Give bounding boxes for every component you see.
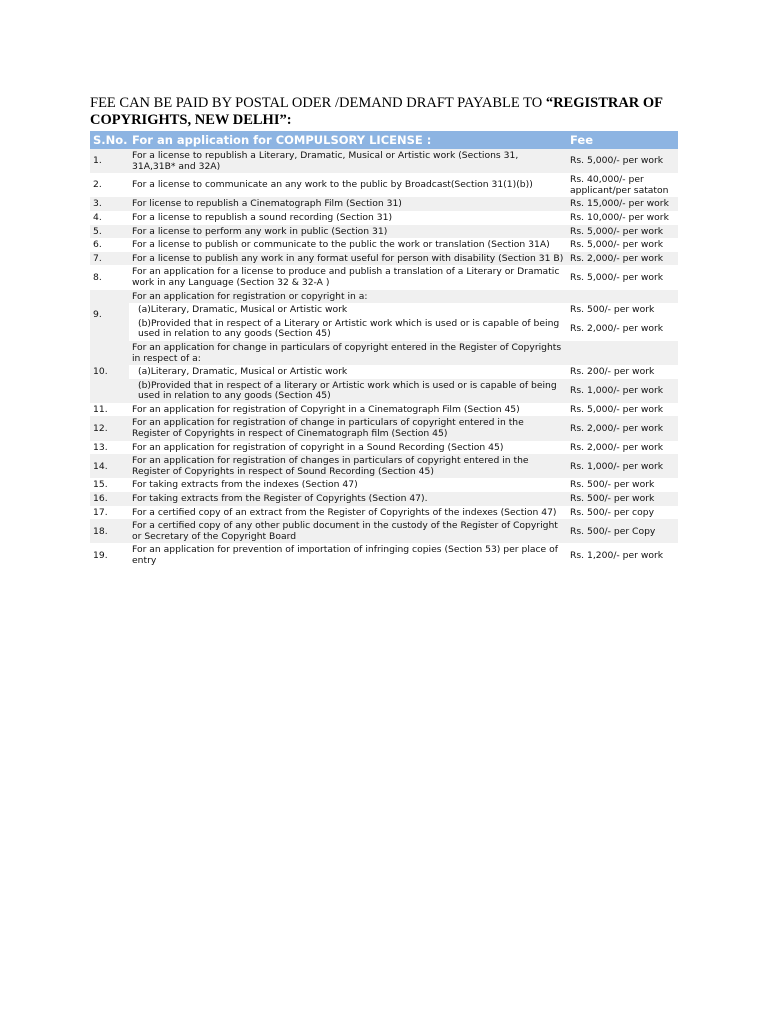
table-row xyxy=(90,290,678,304)
table-row xyxy=(90,265,678,289)
row-description: For a certified copy of any other public document in the custody of the Register of Copyright or Secretary of the Copyright Board xyxy=(129,519,567,543)
row-description: For a license to perform any work in public (Section 31) xyxy=(129,225,567,239)
row-number: 19. xyxy=(93,549,108,561)
heading-colon: : xyxy=(286,112,292,128)
table-row xyxy=(90,211,678,225)
fee-table xyxy=(90,131,678,568)
row-description: For an application for a license to produce and publish a translation of a Literary or Dramatic work in any Language (Section 32 & 32-A ) xyxy=(132,266,560,288)
row-number: 16. xyxy=(90,492,129,506)
row-number: 2. xyxy=(93,179,102,191)
row-number: 3. xyxy=(90,197,129,211)
row-description: For a license to publish any work in any format useful for person with disability (Section 31 B) xyxy=(129,252,567,266)
row-fee: Rs. 2,000/- per work xyxy=(567,416,678,440)
table-row xyxy=(90,403,678,417)
row-description: For an application for change in particulars of copyright entered in the Register of Copyrights in respect of a: xyxy=(129,341,567,365)
row-number: 18. xyxy=(90,519,129,543)
table-row xyxy=(90,416,678,440)
table-row xyxy=(90,252,678,266)
row-fee: Rs. 500/- per work xyxy=(570,479,655,491)
row-description: For a license to communicate an any work to the public by Broadcast(Section 31(1)(b)) xyxy=(132,179,533,191)
row-fee xyxy=(567,290,678,304)
row-description: For an application for registration of Copyright in a Cinematograph Film (Section 45) xyxy=(132,403,520,415)
row-fee: Rs. 10,000/- per work xyxy=(570,211,669,223)
header-fee: Fee xyxy=(567,131,678,149)
table-subrow xyxy=(90,317,678,341)
row-description: For taking extracts from the Register of Copyrights (Section 47). xyxy=(129,492,567,506)
row-fee: Rs. 15,000/- per work xyxy=(567,197,678,211)
row-fee: Rs. 40,000/- per applicant/per sataton xyxy=(570,174,669,196)
row-description: For a certified copy of an extract from the Register of Copyrights of the indexes (Section 47) xyxy=(132,506,557,518)
row-description: For a license to republish a Literary, Dramatic, Musical or Artistic work (Sections 31, 31A,31B* and 32A) xyxy=(129,149,567,173)
header-sno: S.No. xyxy=(90,131,129,149)
header-application: For an application for COMPULSORY LICENSE : xyxy=(129,131,567,149)
table-row xyxy=(90,519,678,543)
row-description: For an application for registration or copyright in a: xyxy=(129,290,567,304)
row-number: 15. xyxy=(93,479,108,491)
table-row xyxy=(90,197,678,211)
heading-text: FEE CAN BE PAID BY POSTAL ODER /DEMAND DRAFT PAYABLE TO xyxy=(90,95,546,111)
row-number: 12. xyxy=(90,416,129,440)
table-subrow xyxy=(90,365,678,379)
table-row xyxy=(90,225,678,239)
row-number: 7. xyxy=(90,252,129,266)
row-fee: Rs. 500/- per work xyxy=(570,304,655,316)
table-row xyxy=(90,149,678,173)
table-row xyxy=(90,478,678,492)
row-number: 10. xyxy=(90,341,129,403)
row-description: For an application for prevention of importation of infringing copies (Section 53) per place of entry xyxy=(132,544,558,566)
row-fee xyxy=(567,341,678,365)
row-description: (a)Literary, Dramatic, Musical or Artistic work xyxy=(138,304,348,316)
row-number: 5. xyxy=(90,225,129,239)
table-row xyxy=(90,341,678,365)
row-fee: Rs. 200/- per work xyxy=(570,366,655,378)
table-row xyxy=(90,441,678,455)
document-page xyxy=(90,95,678,568)
table-row xyxy=(90,543,678,567)
row-fee: Rs. 1,000/- per work xyxy=(567,454,678,478)
row-fee: Rs. 1,200/- per work xyxy=(570,549,664,561)
row-description: For a license to republish a sound recording (Section 31) xyxy=(132,211,393,223)
table-subrow xyxy=(90,303,678,317)
row-description: For a license to publish or communicate to the public the work or translation (Section 31A) xyxy=(132,239,550,251)
row-fee: Rs. 500/- per work xyxy=(567,492,678,506)
row-number: 13. xyxy=(93,441,108,453)
row-number: 8. xyxy=(93,271,102,283)
row-description: For an application for registration of copyright in a Sound Recording (Section 45) xyxy=(132,441,504,453)
row-fee: Rs. 5,000/- per work xyxy=(567,149,678,173)
row-number: 6. xyxy=(93,239,102,251)
table-row xyxy=(90,173,678,197)
row-fee: Rs. 2,000/- per work xyxy=(570,323,664,335)
row-description: (a)Literary, Dramatic, Musical or Artistic work xyxy=(138,366,348,378)
table-subrow xyxy=(90,379,678,403)
row-fee: Rs. 2,000/- per work xyxy=(567,252,678,266)
row-number: 11. xyxy=(93,403,108,415)
table-row xyxy=(90,454,678,478)
table-row xyxy=(90,238,678,252)
fee-payment-heading xyxy=(90,95,678,129)
row-number: 14. xyxy=(90,454,129,478)
row-number: 9. xyxy=(90,290,129,341)
row-fee: Rs. 2,000/- per work xyxy=(570,441,664,453)
row-description: For an application for registration of change in particulars of copyright entered in the Register of Copyrights in respect of Cinematograph film (Section 45) xyxy=(129,416,567,440)
row-fee: Rs. 1,000/- per work xyxy=(567,379,678,403)
table-row xyxy=(90,492,678,506)
row-fee: Rs. 5,000/- per work xyxy=(570,403,664,415)
row-fee: Rs. 500/- per copy xyxy=(570,506,655,518)
row-number: 4. xyxy=(93,211,102,223)
row-description: For taking extracts from the indexes (Section 47) xyxy=(132,479,358,491)
row-description: For an application for registration of changes in particulars of copyright entered in the Register of Copyrights in respect of Sound Recording (Section 45) xyxy=(129,454,567,478)
row-fee: Rs. 5,000/- per work xyxy=(570,271,664,283)
row-description: (b)Provided that in respect of a literary or Artistic work which is used or is capable of being used in relation to any goods (Section 45) xyxy=(129,379,567,403)
heading-payee: “REGISTRAR OF COPYRIGHTS, NEW DELHI” xyxy=(90,95,663,128)
row-description: For license to republish a Cinematograph Film (Section 31) xyxy=(129,197,567,211)
row-description: (b)Provided that in respect of a Literary or Artistic work which is used or is capable of being used in relation to any goods (Section 45) xyxy=(138,317,560,340)
row-number: 1. xyxy=(90,149,129,173)
row-fee: Rs. 5,000/- per work xyxy=(570,239,664,251)
row-number: 17. xyxy=(93,506,108,518)
fee-table-header xyxy=(90,131,678,149)
table-row xyxy=(90,506,678,520)
row-fee: Rs. 5,000/- per work xyxy=(567,225,678,239)
row-fee: Rs. 500/- per Copy xyxy=(567,519,678,543)
